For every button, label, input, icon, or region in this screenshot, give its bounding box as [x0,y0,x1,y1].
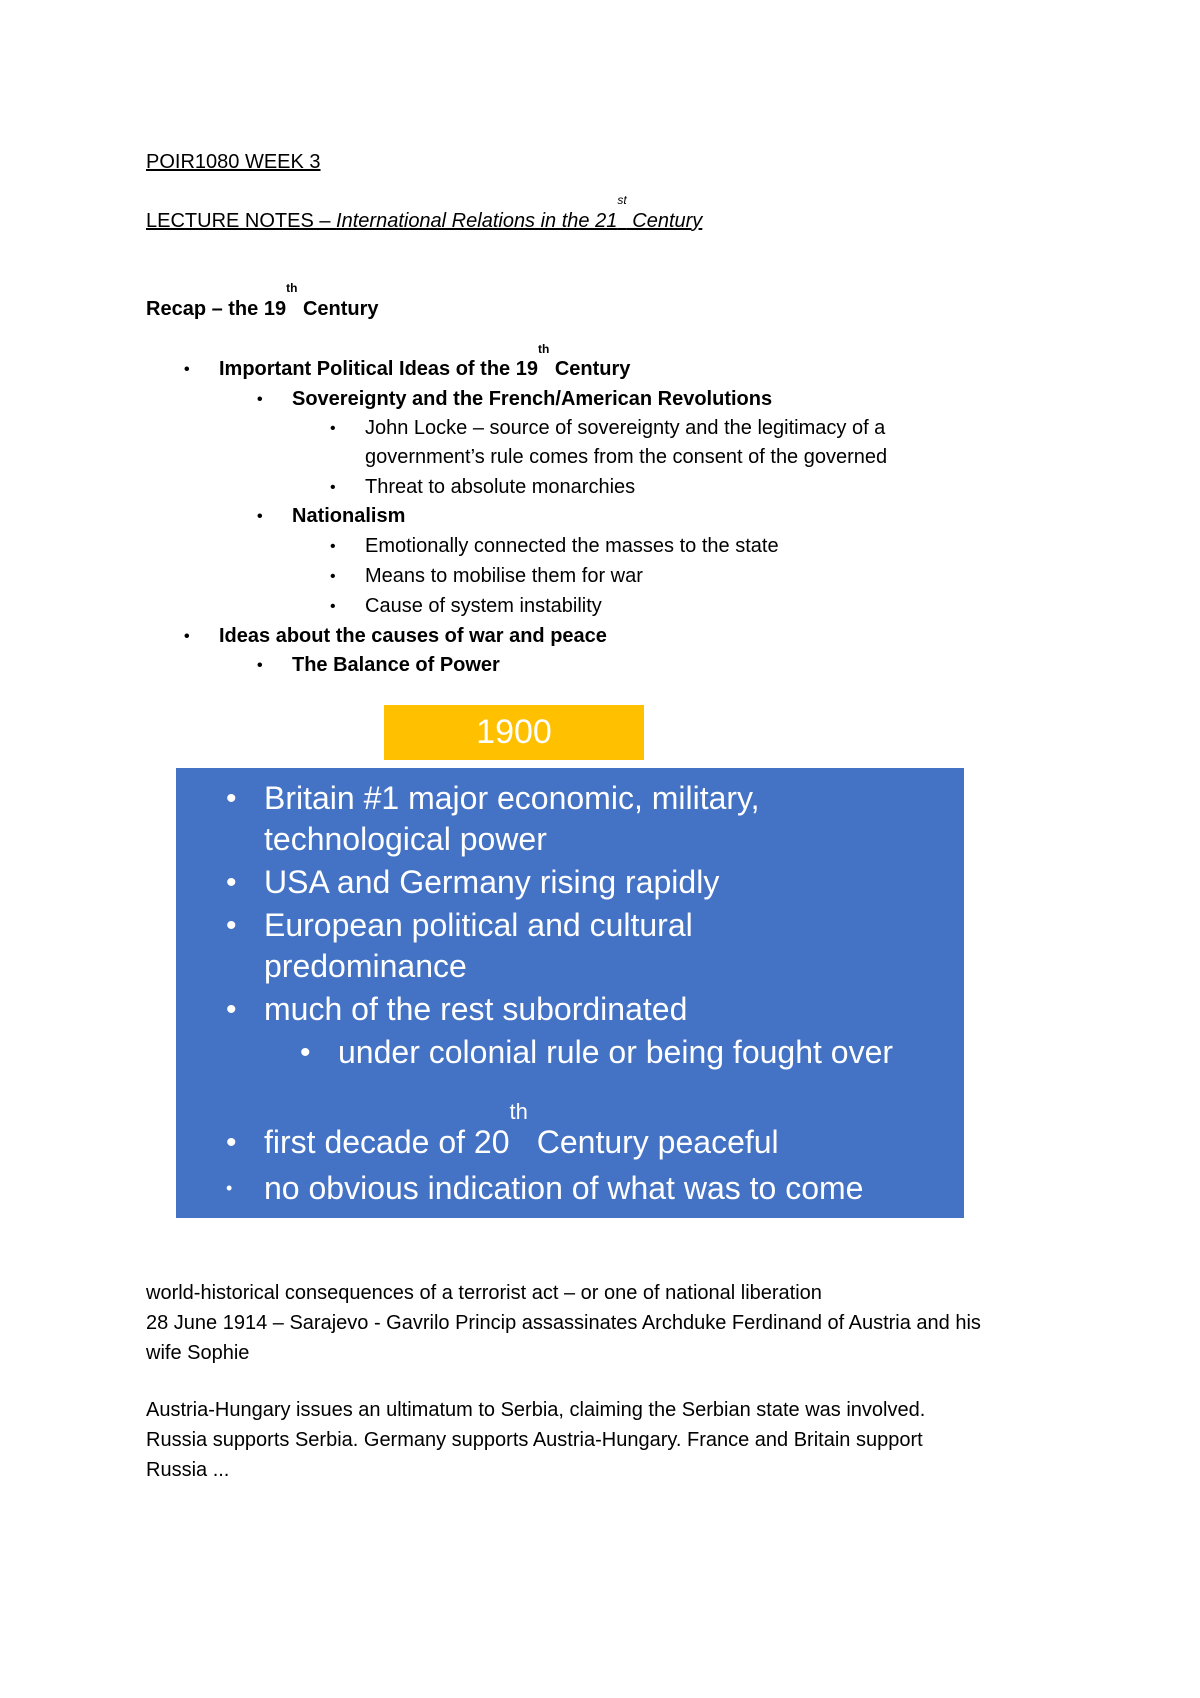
slide-bullet-first-decade [226,1099,946,1166]
outline-l1a-tail: Century [549,358,631,380]
outline-item-sovereignty [257,385,1057,414]
bullet-dot: • [257,391,263,408]
paragraph-line: wife Sophie [146,1342,250,1364]
slide-first-decade-text: first decade of 20 [264,1124,510,1160]
outline-l1a-text: Important Political Ideas of the 19 [219,358,538,380]
outline-item-means [330,562,1050,591]
paragraph-line: world-historical consequences of a terrorist act – or one of national liberation [146,1282,822,1304]
outline-label: Emotionally connected the masses to the state [365,535,779,557]
outline-item-locke [330,414,1050,472]
outline-item-political-ideas [184,342,1084,384]
slide-bullet-text: much of the rest subordinated [264,991,688,1027]
outline-item-balance [257,651,1057,680]
bullet-dot: • [184,628,190,645]
slide-content-box [176,768,964,1218]
bullet-dot: • [330,479,336,496]
bullet-dot: • [226,1126,237,1159]
outline-label: Sovereignty and the French/American Revolutions [292,388,773,410]
paragraph-line: Austria-Hungary issues an ultimatum to Serbia, claiming the Serbian state was involved. [146,1399,926,1421]
slide-bullet-text [264,1099,944,1163]
lecture-title-italic [336,193,703,232]
slide-bullet-no-indication [226,1168,956,1209]
slide-bullet-european [226,905,946,987]
outline-l1a-sup: th [537,342,550,356]
paragraph-line: 28 June 1914 – Sarajevo - Gavrilo Princip assassinates Archduke Ferdinand of Austria and his [146,1312,981,1334]
year-label-box [384,705,644,760]
slide-first-decade-tail: Century peaceful [527,1124,779,1160]
paragraph-line: Russia ... [146,1459,230,1481]
outline-label-line2: government’s rule comes from the consent of the governed [365,446,888,468]
bullet-dot: • [330,538,336,555]
outline-label-line1: John Locke – source of sovereignty and the legitimacy of a [365,417,886,439]
outline-item-threat [330,473,1050,502]
slide-bullet-text: European political and cultural predominance [264,907,693,984]
outline-label: Means to mobilise them for war [365,565,643,587]
bullet-dot: • [226,993,237,1026]
bullet-dot: • [330,420,336,437]
lecture-title-part-b: Century [626,210,703,232]
bullet-dot: • [226,1178,233,1198]
recap-heading-a: Recap – the 19 [146,298,287,320]
slide-bullet-text: Britain #1 major economic, military, technological power [264,780,760,857]
slide-bullet-text: USA and Germany rising rapidly [264,864,720,900]
outline-label: Ideas about the causes of war and peace [219,625,607,647]
bullet-dot: • [226,909,237,942]
bullet-dot: • [226,782,237,815]
bullet-dot: • [257,657,263,674]
slide-bullet-usa [226,862,946,903]
outline-item-instability [330,592,1050,621]
recap-heading-b: Century [297,298,379,320]
slide-bullet-text: under colonial rule or being fought over [338,1034,894,1070]
outline-label: Cause of system instability [365,595,602,617]
paragraph-ultimatum [146,1395,1086,1485]
lecture-prefix: LECTURE NOTES – [146,210,337,232]
slide-bullet-rest [226,989,946,1030]
bullet-dot: • [226,866,237,899]
slide-bullet-britain [226,778,946,860]
outline-item-emotionally [330,532,1050,561]
outline-label [219,342,631,384]
recap-heading-sup: th [286,281,298,295]
outline-label: Nationalism [292,505,406,527]
lecture-title-sup: st [617,193,627,207]
bullet-dot: • [257,508,263,525]
slide-first-decade-sup: th [509,1099,528,1124]
bullet-dot: • [300,1036,311,1069]
outline-item-nationalism [257,502,1057,531]
paragraph-line: Russia supports Serbia. Germany supports Austria-Hungary. France and Britain support [146,1429,923,1451]
course-title [146,147,321,177]
outline-item-causes [184,622,1084,651]
slide-bullet-text: no obvious indication of what was to come [264,1170,864,1206]
bullet-dot: • [330,598,336,615]
recap-heading [146,281,379,324]
bullet-dot: • [184,361,190,378]
year-label: 1900 [476,713,552,751]
outline-label: Threat to absolute monarchies [365,476,636,498]
lecture-title-part-a: International Relations in the 21 [336,210,618,232]
outline-label: The Balance of Power [292,654,500,676]
slide-subbullet-colonial [300,1032,940,1114]
lecture-title [146,193,703,236]
paragraph-sarajevo [146,1278,1086,1368]
course-title-text: POIR1080 WEEK 3 [146,151,321,173]
bullet-dot: • [330,568,336,585]
